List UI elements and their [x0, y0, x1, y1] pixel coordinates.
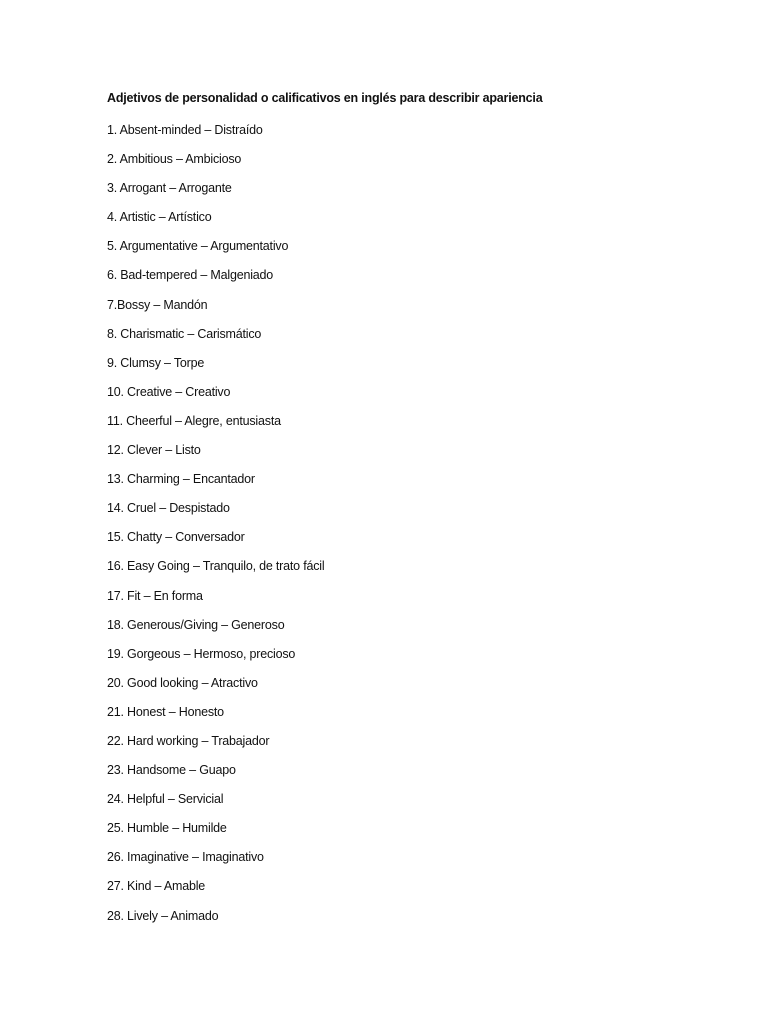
list-item: 16. Easy Going – Tranquilo, de trato fácil — [107, 559, 325, 574]
list-item: 20. Good looking – Atractivo — [107, 675, 258, 690]
list-item: 18. Generous/Giving – Generoso — [107, 617, 285, 632]
list-item: 5. Argumentative – Argumentativo — [107, 239, 289, 254]
list-item: 10. Creative – Creativo — [107, 384, 231, 399]
list-item: 3. Arrogant – Arrogante — [107, 181, 232, 196]
list-item: 11. Cheerful – Alegre, entusiasta — [107, 413, 281, 428]
list-item: 2. Ambitious – Ambicioso — [107, 152, 242, 167]
list-item: 28. Lively – Animado — [107, 908, 219, 923]
list-item: 1. Absent-minded – Distraído — [107, 123, 263, 137]
list-item: 27. Kind – Amable — [107, 879, 206, 894]
list-item: 4. Artistic – Artístico — [107, 210, 212, 225]
list-item: 22. Hard working – Trabajador — [107, 733, 270, 748]
list-item: 7.Bossy – Mandón — [107, 297, 208, 312]
list-item: 6. Bad-tempered – Malgeniado — [107, 268, 274, 283]
list-item: 25. Humble – Humilde — [107, 821, 227, 836]
list-item: 12. Clever – Listo — [107, 443, 201, 458]
list-item: 8. Charismatic – Carismático — [107, 326, 262, 341]
list-item: 26. Imaginative – Imaginativo — [107, 850, 264, 865]
list-item: 15. Chatty – Conversador — [107, 530, 245, 545]
list-item: 17. Fit – En forma — [107, 588, 203, 603]
list-item: 23. Handsome – Guapo — [107, 763, 236, 778]
list-item: 19. Gorgeous – Hermoso, precioso — [107, 646, 296, 661]
document-title: Adjetivos de personalidad o calificativos en inglés para describir apariencia — [107, 91, 543, 105]
vocabulary-list — [107, 121, 324, 936]
list-item: 9. Clumsy – Torpe — [107, 355, 205, 370]
list-item: 21. Honest – Honesto — [107, 704, 224, 719]
list-item: 14. Cruel – Despistado — [107, 501, 230, 516]
list-item: 13. Charming – Encantador — [107, 472, 255, 487]
list-item: 24. Helpful – Servicial — [107, 792, 224, 807]
